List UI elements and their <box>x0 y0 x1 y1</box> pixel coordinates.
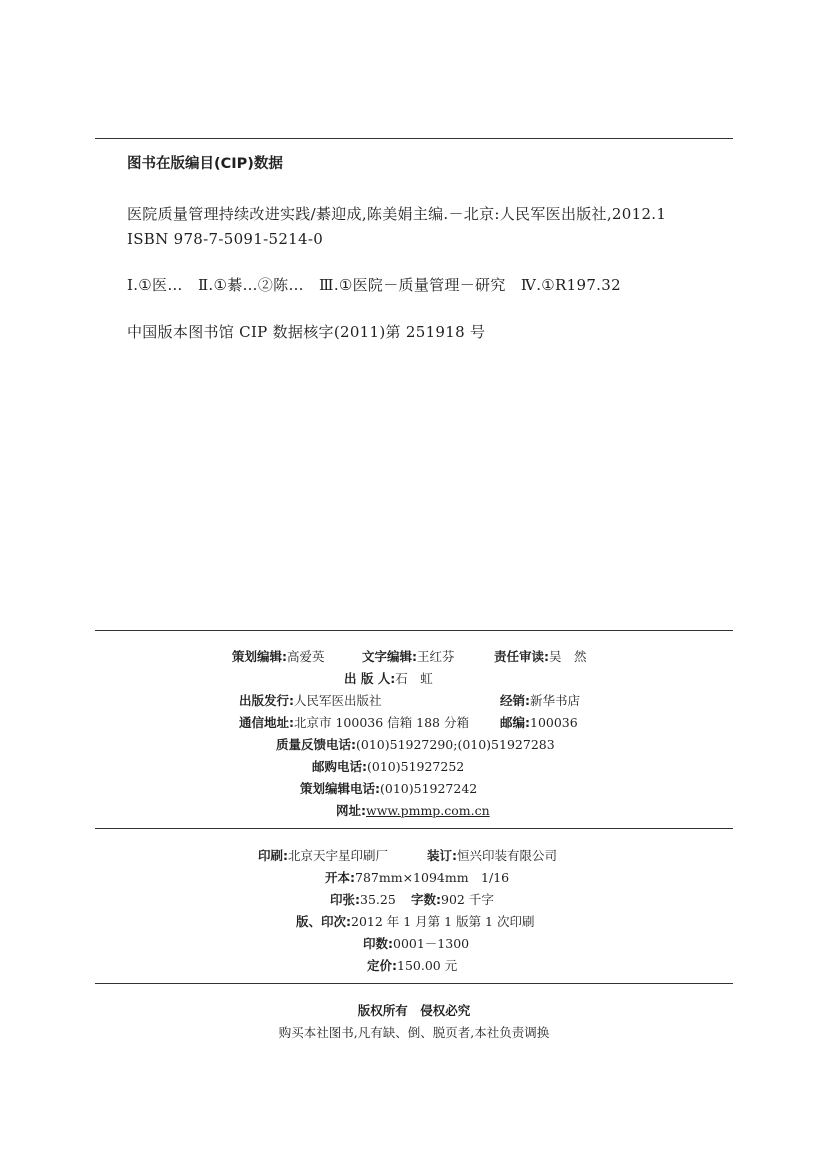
text-editor <box>362 646 455 665</box>
copies-label: 印数: <box>363 936 393 951</box>
top-rule <box>95 138 733 139</box>
address-label: 通信地址: <box>239 715 294 730</box>
postcode-value: 100036 <box>530 715 578 730</box>
binding-value: 恒兴印装有限公司 <box>457 848 558 863</box>
mail-order-value: (010)51927252 <box>367 759 465 774</box>
edition-value: 2012 年 1 月第 1 版第 1 次印刷 <box>351 914 535 929</box>
edition <box>296 911 534 930</box>
planning-editor-label: 策划编辑: <box>232 649 287 664</box>
mail-order-label: 邮购电话: <box>312 759 367 774</box>
binding-label: 装订: <box>427 848 457 863</box>
format-value: 787mm×1094mm 1/16 <box>355 870 510 885</box>
reviewer <box>494 646 587 665</box>
distributor-label: 出版发行: <box>239 693 294 708</box>
binding <box>427 845 557 864</box>
words-label: 字数: <box>411 892 441 907</box>
cip-isbn: ISBN 978-7-5091-5214-0 <box>127 230 324 248</box>
book-format <box>325 867 509 886</box>
editor-phone <box>300 778 477 797</box>
feedback-label: 质量反馈电话: <box>276 737 356 752</box>
word-count <box>411 889 494 908</box>
copies-value: 0001－1300 <box>393 936 470 951</box>
copyright-rule <box>95 983 733 984</box>
printer <box>258 845 388 864</box>
text-editor-label: 文字编辑: <box>362 649 417 664</box>
cip-bibliographic-line: 医院质量管理持续改进实践/綦迎成,陈美娟主编.－北京:人民军医出版社,2012.1 <box>127 205 667 223</box>
price-label: 定价: <box>367 958 397 973</box>
cip-title: 图书在版编目(CIP)数据 <box>127 156 283 172</box>
printed-sheets <box>330 889 396 908</box>
staff-rule <box>95 630 733 631</box>
price-value: 150.00 元 <box>397 958 458 973</box>
mail-order-phone <box>312 756 464 775</box>
seller-value: 新华书店 <box>530 693 581 708</box>
seller <box>500 690 580 709</box>
publisher-person-value: 石 虹 <box>395 671 433 686</box>
reviewer-label: 责任审读: <box>494 649 549 664</box>
website-link[interactable]: www.pmmp.com.cn <box>366 803 490 818</box>
printing-rule <box>95 828 733 829</box>
price <box>367 955 457 974</box>
printer-label: 印刷: <box>258 848 288 863</box>
planning-editor <box>232 646 325 665</box>
editor-phone-value: (010)51927242 <box>380 781 478 796</box>
editor-phone-label: 策划编辑电话: <box>300 781 380 796</box>
feedback-phone <box>276 734 555 753</box>
sheets-value: 35.25 <box>360 892 396 907</box>
publisher-person <box>344 668 433 687</box>
address-value: 北京市 100036 信箱 188 分箱 <box>294 715 469 730</box>
text-editor-value: 王红芬 <box>417 649 455 664</box>
cip-classification: Ⅰ.①医… Ⅱ.①綦…②陈… Ⅲ.①医院－质量管理－研究 Ⅳ.①R197.32 <box>127 276 621 294</box>
cip-record-number: 中国版本图书馆 CIP 数据核字(2011)第 251918 号 <box>127 323 486 341</box>
postcode-label: 邮编: <box>500 715 530 730</box>
printer-value: 北京天宇星印刷厂 <box>288 848 389 863</box>
planning-editor-value: 高爱英 <box>287 649 325 664</box>
website <box>336 800 490 819</box>
seller-label: 经销: <box>500 693 530 708</box>
distributor-value: 人民军医出版社 <box>294 693 382 708</box>
website-label: 网址: <box>336 803 366 818</box>
postcode <box>500 712 578 731</box>
print-run <box>363 933 469 952</box>
copyright-title: 版权所有 侵权必究 <box>357 1003 471 1018</box>
reviewer-value: 吴 然 <box>549 649 587 664</box>
publisher-person-label: 出 版 人: <box>344 671 396 686</box>
edition-label: 版、印次: <box>296 914 351 929</box>
copyright-notice: 购买本社图书,凡有缺、倒、脱页者,本社负责调换 <box>278 1025 550 1040</box>
mailing-address <box>239 712 469 731</box>
sheets-label: 印张: <box>330 892 360 907</box>
feedback-value: (010)51927290;(010)51927283 <box>356 737 555 752</box>
words-value: 902 千字 <box>441 892 494 907</box>
distributor <box>239 690 382 709</box>
format-label: 开本: <box>325 870 355 885</box>
